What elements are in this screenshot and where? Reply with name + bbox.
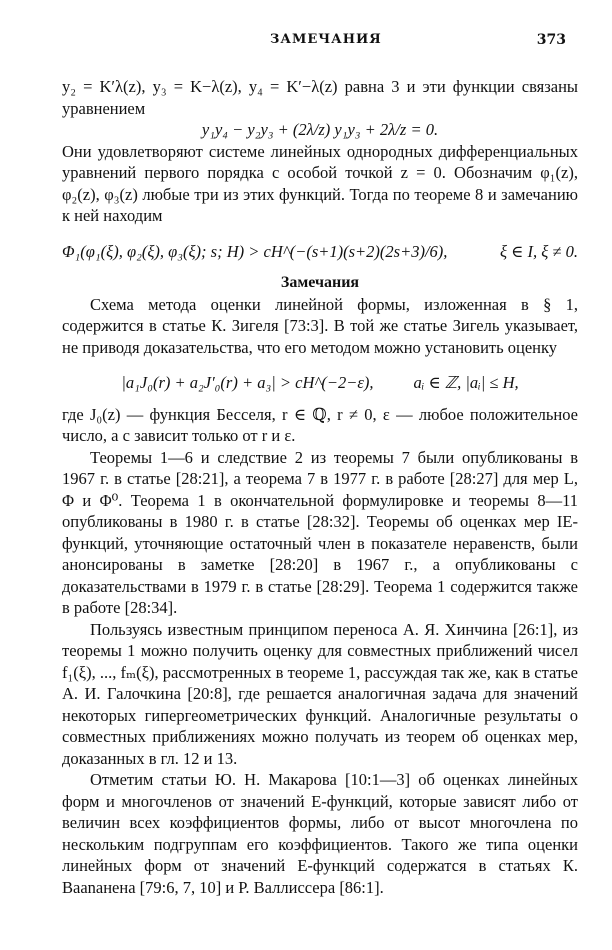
running-title: ЗАМЕЧАНИЯ <box>270 32 382 47</box>
inequality-formula <box>62 372 578 394</box>
estimate-left: Φ₁(φ₁(ξ), φ₂(ξ), φ₃(ξ); s; H) > cH^(−(s+1)(s+2)(2s+3)/6), <box>62 241 448 261</box>
page-body <box>62 76 578 898</box>
equation-1: y₁y₄ − y₂y₃ + (2λ/z) y₁y₃ + 2λ/z = 0. <box>201 120 439 139</box>
page-number: 373 <box>536 32 566 48</box>
inequality-left: |a₁J₀(r) + a₂J′₀(r) + a₃| > cH^(−2−ε), <box>121 373 374 392</box>
inequality-right: aᵢ ∈ ℤ, |aᵢ| ≤ H, <box>413 373 519 392</box>
paragraph-2: где J₀(z) — функция Бесселя, r ∈ ℚ, r ≠ 0, ε — любое положительное число, а c зависит только от r и ε. <box>62 404 578 445</box>
estimate-formula <box>62 241 578 263</box>
intro-line: y₂ = K′λ(z), y₃ = K−λ(z), y₄ = K′−λ(z) равна 3 и эти функции связаны уравнением <box>62 77 578 118</box>
paragraph-3: Теоремы 1—6 и следствие 2 из теоремы 7 были опубликованы в 1967 г. в статье [28:21], а теорема 7 в 1977 г. в работе [28:27] для мер L, Φ и Φ⁰. Теорема 1 в окончательной формулировке и теоремы 8—11 опубликованы в 1980 г. в статье [28:32]. Теоремы об оценках мер IE-функций, уточняющие остаточный член в показателе неравенств, были анонсированы в заметке [28:20] в 1967 г., а опубликованы с доказательствами в 1979 г. в статье [28:29]. Теорема 1 содержится также в работе [28:34]. <box>62 447 578 617</box>
section-title: Замечания <box>280 274 360 291</box>
paragraph-1: Схема метода оценки линейной формы, изложенная в § 1, содержится в статье К. Зигеля [73:3]. В той же статье Зигель указывает, не приводя доказательства, что его методом можно установить оценку <box>62 294 578 357</box>
running-head <box>0 32 612 52</box>
estimate-right: ξ ∈ I, ξ ≠ 0. <box>499 241 578 261</box>
paragraph-5: Отметим статьи Ю. Н. Макарова [10:1—3] об оценках линейных форм и многочленов от значений E-функций, которые зависят либо от величин всех коэффициентов формы, либо от высот многочлена по нескольким подгруппам его коэффициентов. Такого же типа оценки линейных форм от значений E-функций содержатся в статьях К. Вааnанена [79:6, 7, 10] и Р. Валлиссера [86:1]. <box>62 770 578 897</box>
paragraph-4: Пользуясь известным принципом переноса А. Я. Хинчина [26:1], из теоремы 1 можно получить оценку для совместных приближений чисел f₁(ξ), ..., fₘ(ξ), рассмотренных в теореме 1, рассуждая так же, как в статье А. И. Галочкина [20:8], где решается аналогичная задача для значений некоторых гипергеометрических функций. Аналогичные результаты о совместных приближениях можно получать из теорем об оценках мер, доказанных в гл. 12 и 13. <box>62 619 578 768</box>
paragraph-functions: Они удовлетворяют системе линейных однородных дифференциальных уравнений первого порядка с особой точкой z = 0. Обозначим φ₁(z), φ₂(z), φ₃(z) любые три из этих функций. Тогда по теореме 8 и замечанию к ней находим <box>62 141 578 225</box>
